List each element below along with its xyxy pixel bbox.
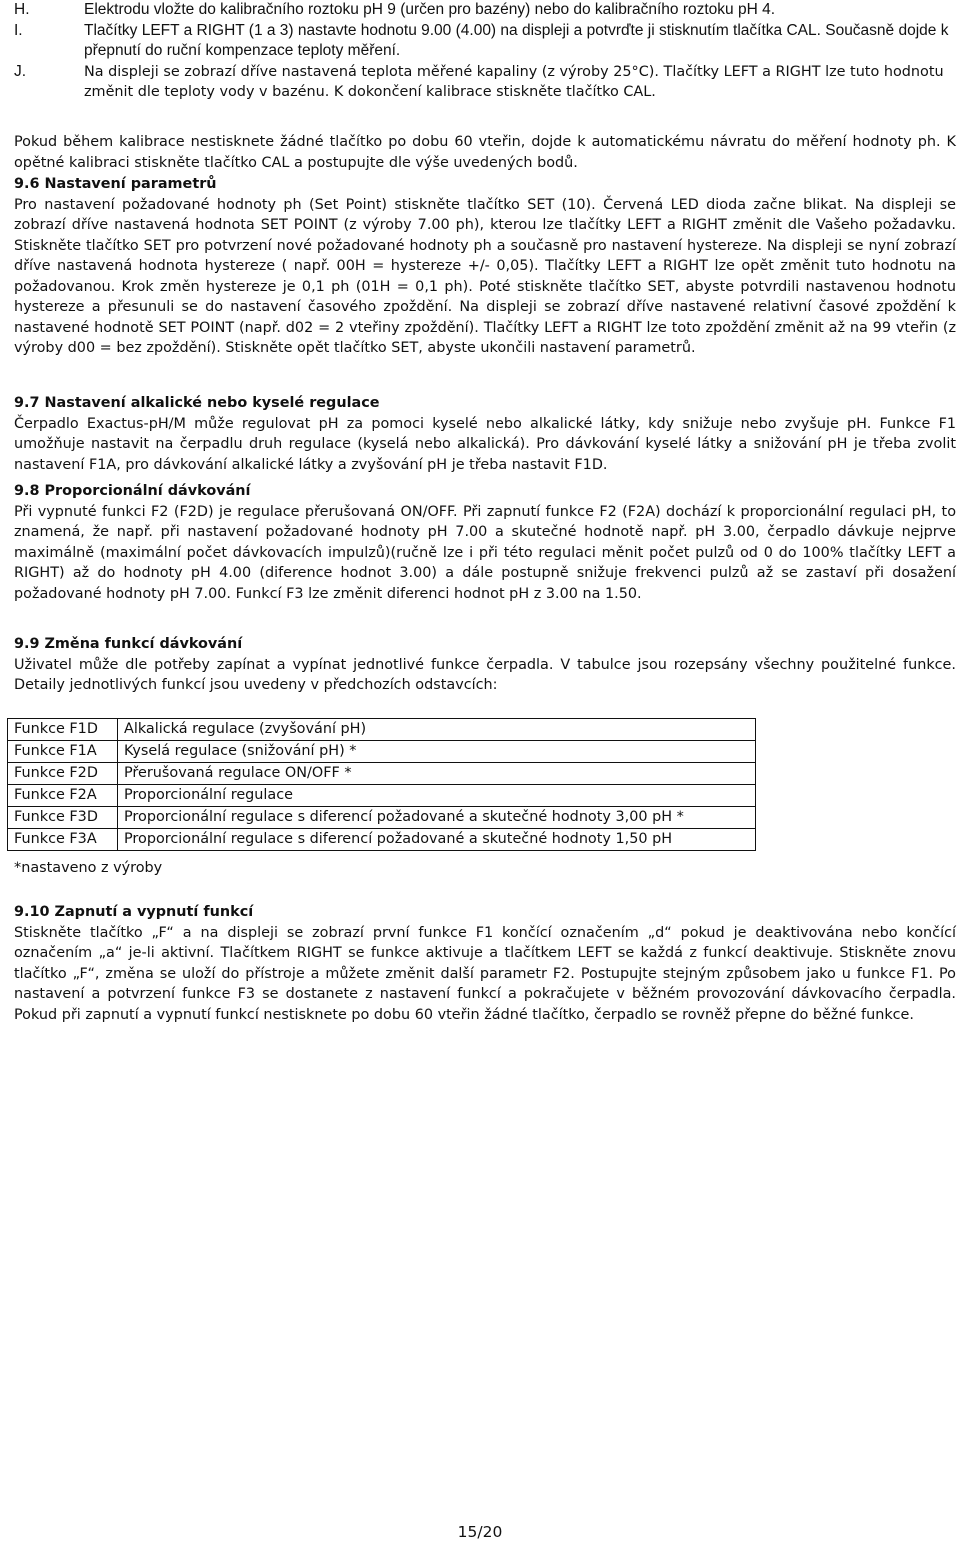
paragraph-text: Pokud během kalibrace nestisknete žádné tlačítko po dobu 60 vteřin, dojde k automatickému návratu do měření hodnoty ph. K opětné kalibraci stiskněte tlačítko CAL a postupujte dle výše uvedených bodů. bbox=[14, 134, 956, 171]
list-marker: J. bbox=[14, 62, 27, 80]
calibration-timeout-paragraph bbox=[14, 132, 956, 173]
paragraph-text: Pro nastavení požadované hodnoty ph (Set Point) stiskněte tlačítko SET (10). Červená LED dioda začne blikat. Na displeji se zobrazí dříve nastavená hodnota SET POINT (z výroby 7.00 ph), kterou lze tlačítky LEFT a RIGHT změnit dle Vašeho požadavku. Stiskněte tlačítko SET pro potvrzení nové požadované hodnoty ph a současně pro nastavení hystereze. Na displeji se nyní zobrazí dříve nastavená hodnota hystereze ( např. 00H = hystereze +/- 0,05). Tlačítky LEFT a RIGHT lze opět změnit tuto hodnotu na požadovanou. Krok změn hystereze je 0,1 ph (01H = 0,1 ph). Poté stiskněte tlačítko SET, abyste potvrdili nastavenou hodnotu hystereze a přesunuli se do nastavení časového zpoždění. Na displeji se zobrazí dříve nastavené relativní časové zpoždění k nastavené hodnotě SET POINT (např. d02 = 2 vteřiny zpoždění). Tlačítky LEFT a RIGHT lze toto zpoždění změnit až na 99 vteřin (z výroby d00 = bez zpoždění). Stiskněte opět tlačítko SET, abyste ukončili nastavení parametrů. bbox=[14, 196, 956, 356]
function-code-cell: Funkce F1A bbox=[8, 741, 118, 763]
list-marker: H. bbox=[14, 1, 30, 18]
section-heading: 9.10 Zapnutí a vypnutí funkcí bbox=[14, 904, 254, 920]
calibration-steps-list bbox=[14, 0, 960, 103]
function-description-cell: Proporcionální regulace s diferencí požadované a skutečné hodnoty 1,50 pH bbox=[118, 829, 756, 851]
section-9-10 bbox=[14, 902, 956, 1025]
section-heading: 9.6 Nastavení parametrů bbox=[14, 176, 217, 192]
section-heading: 9.7 Nastavení alkalické nebo kyselé regulace bbox=[14, 395, 380, 411]
function-description-cell: Proporcionální regulace s diferencí požadované a skutečné hodnoty 3,00 pH * bbox=[118, 807, 756, 829]
list-item-text: Tlačítky LEFT a RIGHT (1 a 3) nastavte hodnotu 9.00 (4.00) na displeji a potvrďte ji stisknutím tlačítka CAL. Současně dojde k přepnutí do ruční kompenzace teploty měření. bbox=[84, 21, 949, 59]
section-9-8 bbox=[14, 481, 956, 604]
table-row bbox=[8, 829, 756, 851]
paragraph-text: Uživatel může dle potřeby zapínat a vypínat jednotlivé funkce čerpadla. V tabulce jsou rozepsány všechny použitelné funkce. Detaily jednotlivých funkcí jsou uvedeny v předchozích odstavcích: bbox=[14, 656, 956, 693]
list-item-text: Elektrodu vložte do kalibračního roztoku pH 9 (určen pro bazény) nebo do kalibračního roztoku pH 4. bbox=[84, 1, 775, 18]
functions-table bbox=[7, 718, 756, 851]
function-code-cell: Funkce F3A bbox=[8, 829, 118, 851]
paragraph-text: Při vypnuté funkci F2 (F2D) je regulace přerušovaná ON/OFF. Při zapnutí funkce F2 (F2A) dochází k proporcionální regulaci pH, to znamená, že např. při nastavení požadované hodnoty pH 7.00 a skutečné hodnotě např. pH 3.00, čerpadlo dávkuje nejprve maximálně (maximální počet dávkovacích impulzů)(ručně lze i při této regulaci měnit počet pulzů od 0 do 100% tlačítky LEFT a RIGHT) až do hodnoty pH 4.00 (diference hodnot 3.00) a dále postupně snižuje frekvenci pulzů až se zastaví při dosažení požadované hodnoty pH 7.00. Funkcí F3 lze změnit diferenci hodnot pH z 3.00 na 1.50. bbox=[14, 503, 956, 602]
function-description-cell: Přerušovaná regulace ON/OFF * bbox=[118, 763, 756, 785]
factory-default-footnote: *nastaveno z výroby bbox=[14, 860, 163, 876]
table-row bbox=[8, 719, 756, 741]
function-description-cell: Alkalická regulace (zvyšování pH) bbox=[118, 719, 756, 741]
section-9-7 bbox=[14, 393, 956, 475]
section-9-6 bbox=[14, 174, 956, 359]
list-item-text: Na displeji se zobrazí dříve nastavená teplota měřené kapaliny (z výroby 25°C). Tlačítky LEFT a RIGHT lze tuto hodnotu změnit dle teploty vody v bazénu. K dokončení kalibrace stiskněte tlačítko CAL. bbox=[84, 63, 944, 100]
function-code-cell: Funkce F1D bbox=[8, 719, 118, 741]
table-row bbox=[8, 807, 756, 829]
table-row bbox=[8, 763, 756, 785]
section-9-9 bbox=[14, 634, 956, 696]
list-marker: I. bbox=[14, 21, 23, 39]
table-row bbox=[8, 785, 756, 807]
function-description-cell: Kyselá regulace (snižování pH) * bbox=[118, 741, 756, 763]
table-row bbox=[8, 741, 756, 763]
list-item bbox=[14, 0, 960, 21]
function-code-cell: Funkce F2D bbox=[8, 763, 118, 785]
section-heading: 9.8 Proporcionální dávkování bbox=[14, 483, 251, 499]
list-item bbox=[14, 62, 960, 103]
function-code-cell: Funkce F2A bbox=[8, 785, 118, 807]
page-number: 15/20 bbox=[457, 1523, 503, 1541]
section-heading: 9.9 Změna funkcí dávkování bbox=[14, 636, 243, 652]
paragraph-text: Čerpadlo Exactus-pH/M může regulovat pH za pomoci kyselé nebo alkalické látky, kdy snižuje nebo zvyšuje pH. Funkce F1 umožňuje nastavit na čerpadlu druh regulace (kyselá nebo alkalická). Pro dávkování kyselé látky a snižování pH je třeba zvolit nastavení F1A, pro dávkování alkalické látky a zvyšování pH je třeba nastavit F1D. bbox=[14, 415, 956, 473]
function-description-cell: Proporcionální regulace bbox=[118, 785, 756, 807]
function-code-cell: Funkce F3D bbox=[8, 807, 118, 829]
paragraph-text: Stiskněte tlačítko „F“ a na displeji se zobrazí první funkce F1 končící označením „d“ pokud je deaktivována nebo končící označením „a“ je-li aktivní. Tlačítkem RIGHT se funkce aktivuje a tlačítkem LEFT se každá z funkcí deaktivuje. Stiskněte znovu tlačítko „F“, změna se uloží do přístroje a můžete změnit další parametr F2. Postupujte stejným způsobem jako u funkce F1. Po nastavení a potvrzení funkce F3 se dostanete z nastavení funkcí a pokračujete v běžném provozování dávkovacího čerpadla. Pokud při zapnutí a vypnutí funkcí nestisknete po dobu 60 vteřin žádné tlačítko, čerpadlo se rovněž přepne do běžné funkce. bbox=[14, 924, 956, 1023]
list-item bbox=[14, 21, 960, 62]
